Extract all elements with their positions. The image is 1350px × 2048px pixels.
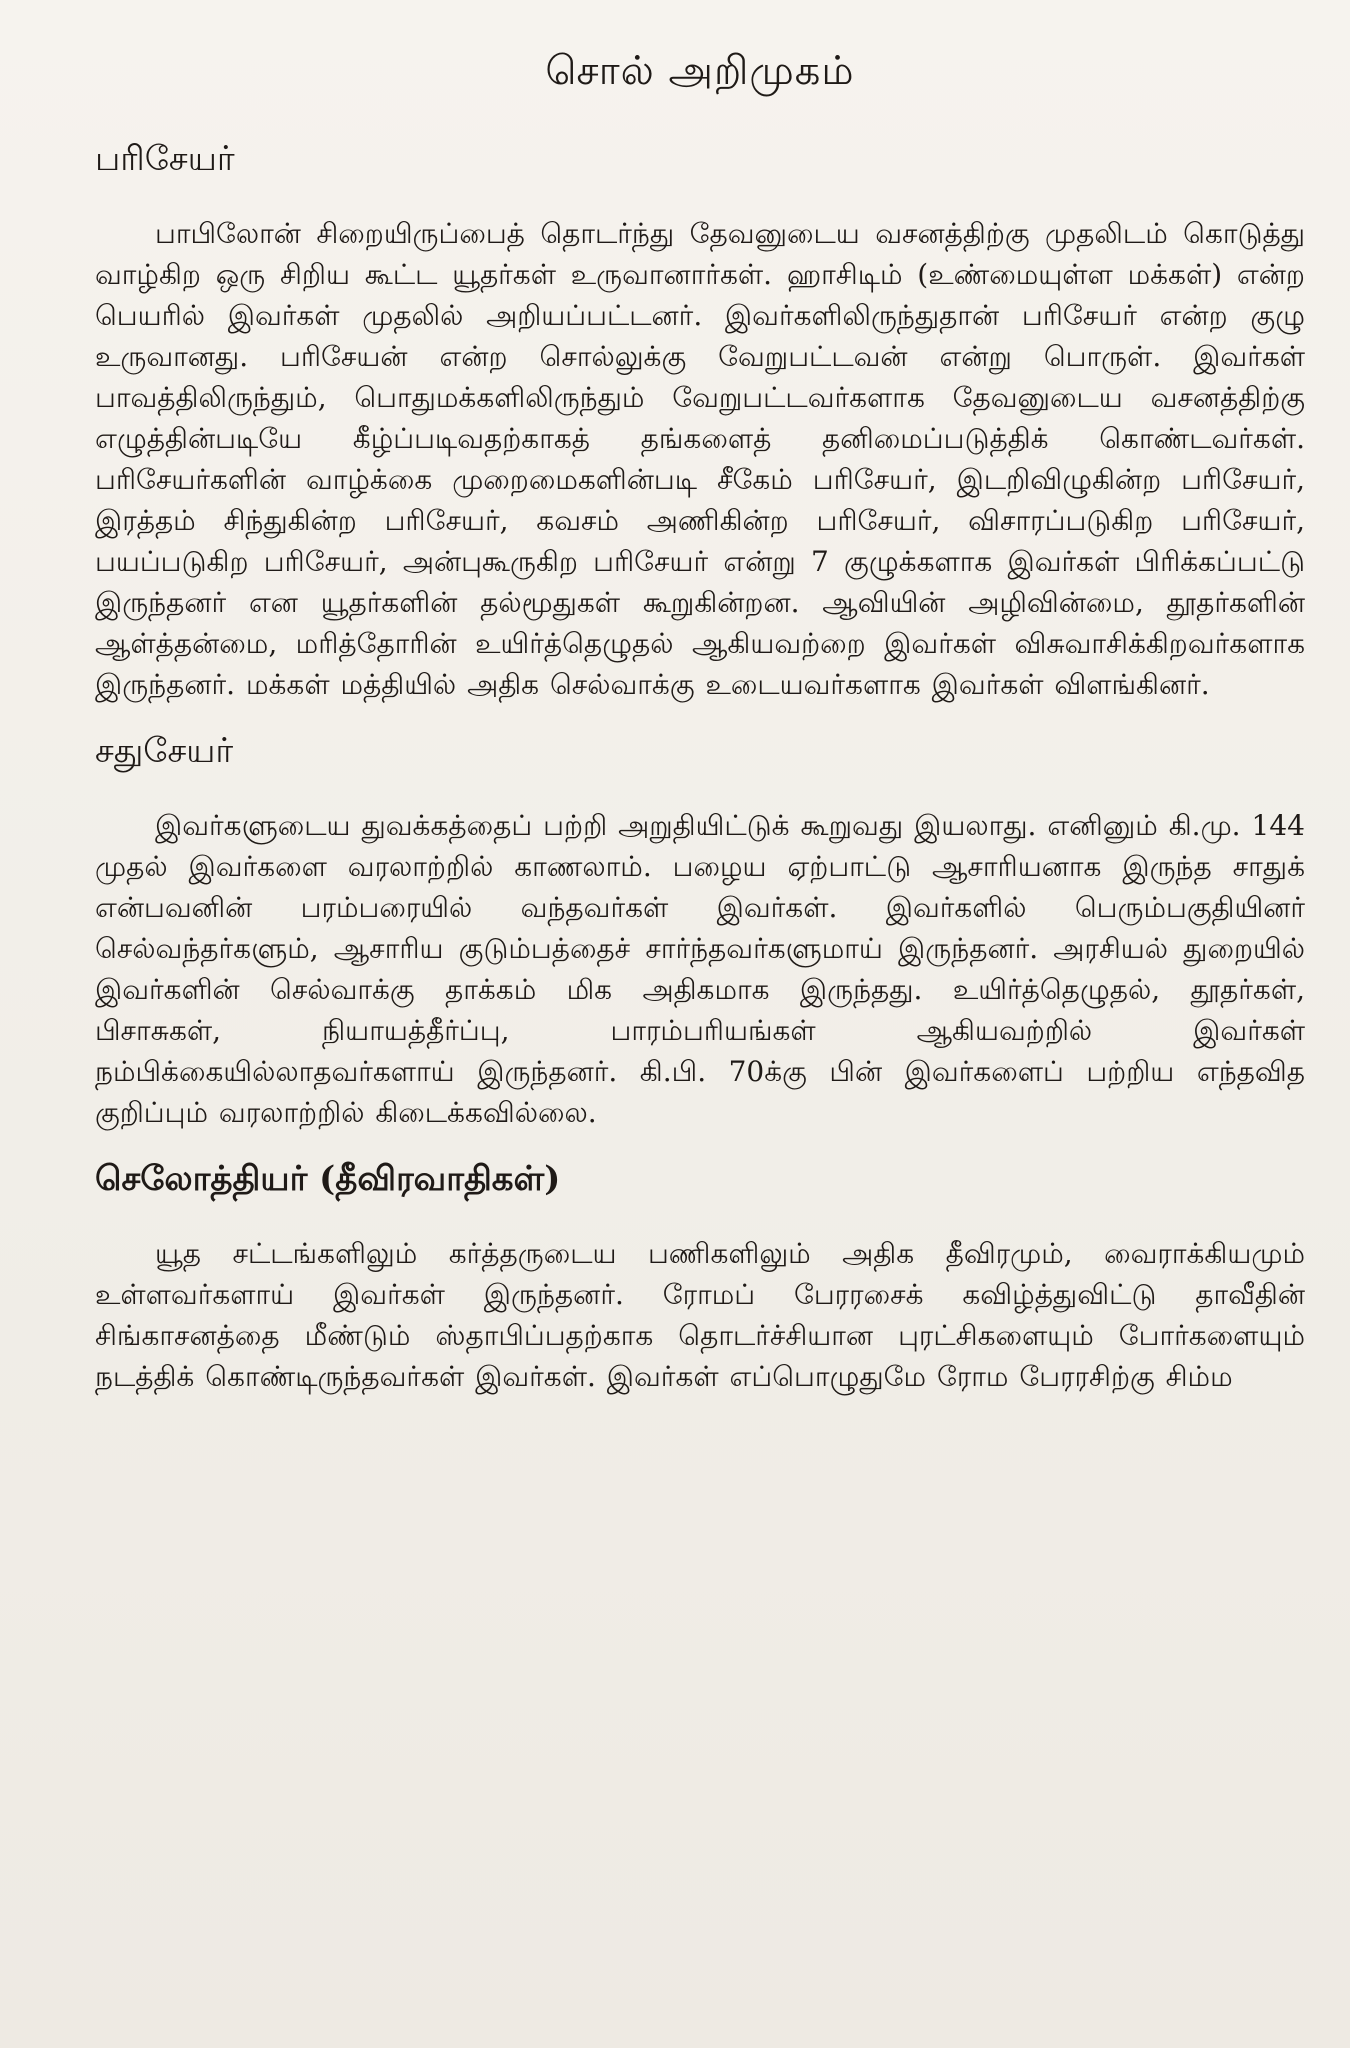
section-sadducees [95,731,1305,1133]
page-title: சொல் அறிமுகம் [545,48,855,94]
section-paragraph: யூத சட்டங்களிலும் கர்த்தருடைய பணிகளிலும் அதிக தீவிரமும், வைராக்கியமும் உள்ளவர்களாய் இவர்கள் இருந்தனர். ரோமப் பேரரசைக் கவிழ்த்துவிட்டு தாவீதின் சிங்காசனத்தை மீண்டும் ஸ்தாபிப்பதற்காக தொடர்ச்சியான புரட்சிகளையும் போர்களையும் நடத்திக் கொண்டிருந்தவர்கள் இவர்கள். இவர்கள் எப்பொழுதுமே ரோம பேரரசிற்கு சிம்ம [95,1237,1305,1393]
section-paragraph: இவர்களுடைய துவக்கத்தைப் பற்றி அறுதியிட்டுக் கூறுவது இயலாது. எனினும் கி.மு. 144 முதல் இவர்களை வரலாற்றில் காணலாம். பழைய ஏற்பாட்டு ஆசாரியனாக இருந்த சாதுக் என்பவனின் பரம்பரையில் வந்தவர்கள் இவர்கள். இவர்களில் பெரும்பகுதியினர் செல்வந்தர்களும், ஆசாரிய குடும்பத்தைச் சார்ந்தவர்களுமாய் இருந்தனர். அரசியல் துறையில் இவர்களின் செல்வாக்கு தாக்கம் மிக அதிகமாக இருந்தது. உயிர்த்தெழுதல், தூதர்கள், பிசாசுகள், நியாயத்தீர்ப்பு, பாரம்பரியங்கள் ஆகியவற்றில் இவர்கள் நம்பிக்கையில்லாதவர்களாய் இருந்தனர். கி.பி. 70க்கு பின் இவர்களைப் பற்றிய எந்தவித குறிப்பும் வரலாற்றில் கிடைக்கவில்லை. [95,809,1305,1129]
section-heading: சதுசேயர் [95,731,234,771]
section-pharisees [95,139,1305,705]
section-paragraph: பாபிலோன் சிறையிருப்பைத் தொடர்ந்து தேவனுடைய வசனத்திற்கு முதலிடம் கொடுத்து வாழ்கிற ஒரு சிறிய கூட்ட யூதர்கள் உருவானார்கள். ஹாசிடிம் (உண்மையுள்ள மக்கள்) என்ற பெயரில் இவர்கள் முதலில் அறியப்பட்டனர். இவர்களிலிருந்துதான் பரிசேயர் என்ற குழு உருவானது. பரிசேயன் என்ற சொல்லுக்கு வேறுபட்டவன் என்று பொருள். இவர்கள் பாவத்திலிருந்தும், பொதுமக்களிலிருந்தும் வேறுபட்டவர்களாக தேவனுடைய வசனத்திற்கு எழுத்தின்படியே கீழ்ப்படிவதற்காகத் தங்களைத் தனிமைப்படுத்திக் கொண்டவர்கள். பரிசேயர்களின் வாழ்க்கை முறைமைகளின்படி சீகேம் பரிசேயர், இடறிவிழுகின்ற பரிசேயர், இரத்தம் சிந்துகின்ற பரிசேயர், கவசம் அணிகின்ற பரிசேயர், விசாரப்படுகிற பரிசேயர், பயப்படுகிற பரிசேயர், அன்புகூருகிற பரிசேயர் என்று 7 குழுக்களாக இவர்கள் பிரிக்கப்பட்டு இருந்தனர் என யூதர்களின் தல்மூதுகள் கூறுகின்றன. ஆவியின் அழிவின்மை, தூதர்களின் ஆள்த்தன்மை, மரித்தோரின் உயிர்த்தெழுதல் ஆகியவற்றை இவர்கள் விசுவாசிக்கிறவர்களாக இருந்தனர். மக்கள் மத்தியில் அதிக செல்வாக்கு உடையவர்களாக இவர்கள் விளங்கினர். [95,217,1305,701]
section-heading: பரிசேயர் [95,139,235,179]
section-heading: செலோத்தியர் (தீவிரவாதிகள்) [95,1159,561,1199]
section-zealots [95,1159,1305,1397]
